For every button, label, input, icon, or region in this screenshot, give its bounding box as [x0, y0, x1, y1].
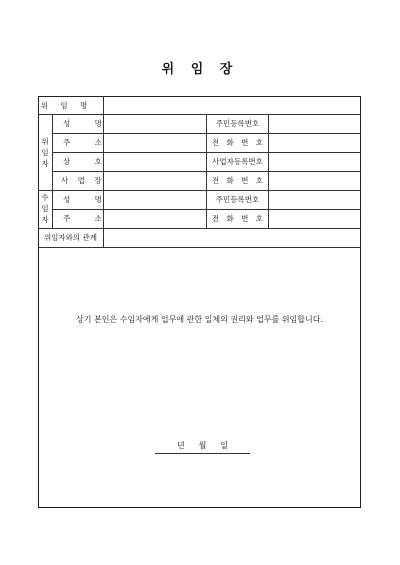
date-day: 일 — [220, 441, 228, 450]
delegatee-row-right-label — [207, 190, 268, 209]
delegator-row-label-text: 사 업 장 — [61, 176, 102, 185]
delegatee-group-label: 수임자 — [41, 193, 49, 224]
relationship-label — [38, 228, 103, 247]
delegation-name-label — [38, 96, 103, 114]
delegatee-row-label — [53, 190, 103, 209]
delegation-statement: 상기 본인은 수임자에게 업무에 관한 일체의 권리와 업무를 위임합니다. — [76, 315, 323, 324]
delegator-row-right-label — [207, 171, 268, 190]
delegator-row-right-text: 주민등록번호 — [215, 119, 260, 128]
delegation-name-value[interactable] — [104, 96, 360, 114]
delegator-group-label: 위임자 — [41, 137, 49, 168]
relationship-label-text: 위임자와의 관계 — [43, 233, 98, 242]
row-line — [38, 247, 361, 248]
delegator-row-label-text: 상 호 — [63, 157, 102, 166]
delegatee-row-label — [53, 209, 103, 228]
delegator-row-label — [53, 133, 103, 152]
delegator-row-label — [53, 152, 103, 171]
date-line[interactable] — [155, 440, 250, 454]
delegator-row-right-text: 전 화 번 호 — [211, 138, 264, 147]
delegatee-row-right-text: 전 화 번 호 — [211, 214, 264, 223]
delegatee-row-right-label — [207, 209, 268, 228]
delegator-row-label-text: 성 명 — [63, 119, 102, 128]
delegatee-row-label-text: 성 명 — [63, 195, 102, 204]
delegator-row-right-text: 사업자등록번호 — [212, 157, 263, 166]
document-title: 위 임 장 — [161, 62, 239, 77]
date-month: 월 — [198, 441, 207, 450]
delegatee-row-right-text: 주민등록번호 — [215, 195, 260, 204]
delegator-row-label — [53, 114, 103, 133]
date-year: 년 — [177, 441, 185, 450]
delegator-row-right-label — [207, 114, 268, 133]
delegator-row-right-text: 전 화 번 호 — [211, 176, 264, 185]
delegator-row-label — [53, 171, 103, 190]
col-line — [103, 96, 104, 247]
delegatee-row-label-text: 주 소 — [63, 214, 102, 223]
col-line — [268, 114, 269, 228]
delegator-row-right-label — [207, 133, 268, 152]
delegator-row-right-label — [207, 152, 268, 171]
delegator-row-label-text: 주 소 — [63, 138, 102, 147]
delegation-name-text: 위 임 명 — [40, 100, 93, 110]
